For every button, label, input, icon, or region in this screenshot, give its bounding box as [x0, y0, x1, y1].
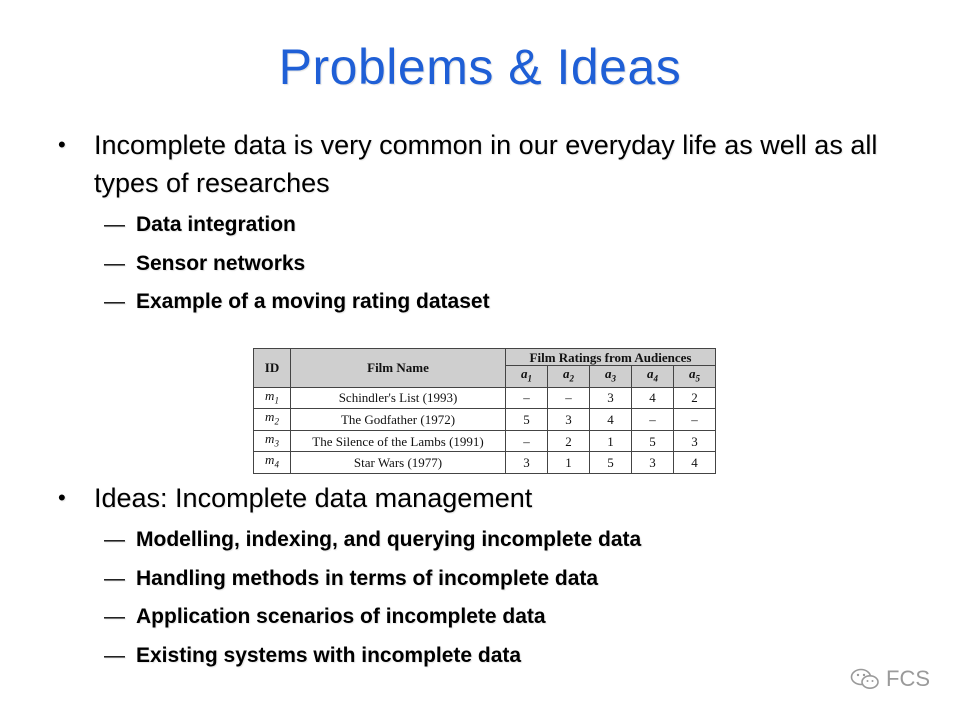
cell-rating: 2 [674, 387, 716, 409]
bullet-glyph: • [58, 485, 66, 510]
cell-id: $m_4$ [254, 452, 291, 474]
table-body [254, 387, 716, 473]
sub-item-text: Example of a moving rating dataset [136, 290, 490, 313]
cell-rating: 1 [590, 430, 632, 452]
cell-rating: 5 [632, 430, 674, 452]
column-header-audience: $a_2$ [548, 366, 590, 388]
cell-rating: 4 [632, 387, 674, 409]
table-row [254, 452, 716, 474]
cell-rating: 3 [506, 452, 548, 474]
sub-item [104, 206, 918, 245]
table-row [254, 430, 716, 452]
cell-rating: 5 [590, 452, 632, 474]
cell-rating: – [674, 409, 716, 431]
cell-rating: – [506, 430, 548, 452]
sub-item-text: Sensor networks [136, 251, 306, 275]
dash-glyph: — [104, 566, 125, 590]
cell-film-name: The Silence of the Lambs (1991) [291, 430, 506, 452]
column-header-id: ID [254, 349, 291, 388]
sub-item-text: Application scenarios of incomplete data [136, 605, 546, 628]
dash-glyph: — [104, 213, 125, 236]
sub-item-text: Data integration [136, 213, 296, 236]
cell-rating: 3 [674, 430, 716, 452]
bullet-glyph: • [58, 132, 66, 157]
sub-list [104, 521, 918, 675]
bullet-item [58, 479, 918, 517]
sub-item [104, 521, 918, 560]
dash-glyph: — [104, 643, 125, 667]
bullet-text: Ideas: Incomplete data management [94, 483, 533, 513]
cell-id: $m_2$ [254, 409, 291, 431]
rating-table [253, 348, 716, 474]
cell-rating: – [506, 387, 548, 409]
sub-item-text: Modelling, indexing, and querying incomplete data [136, 528, 642, 551]
cell-rating: 3 [548, 409, 590, 431]
sub-item [104, 598, 918, 637]
table-row [254, 409, 716, 431]
dash-glyph: — [104, 605, 125, 628]
cell-rating: – [548, 387, 590, 409]
column-header-ratings: Film Ratings from Audiences [506, 349, 716, 366]
bullet-block-ideas [58, 479, 918, 675]
cell-rating: 3 [632, 452, 674, 474]
sub-item-text: Existing systems with incomplete data [136, 643, 522, 667]
sub-item-text: Handling methods in terms of incomplete data [136, 566, 599, 590]
dash-glyph: — [104, 290, 125, 313]
column-header-audience: $a_5$ [674, 366, 716, 388]
dash-glyph: — [104, 251, 125, 275]
table-header-row [254, 349, 716, 366]
column-header-audience: $a_4$ [632, 366, 674, 388]
sub-item [104, 283, 918, 322]
cell-film-name: The Godfather (1972) [291, 409, 506, 431]
cell-rating: 5 [506, 409, 548, 431]
cell-rating: 2 [548, 430, 590, 452]
column-header-film-name: Film Name [291, 349, 506, 388]
slide-title: Problems & Ideas [278, 39, 682, 95]
bullet-block-problems [58, 126, 918, 322]
cell-id: $m_3$ [254, 430, 291, 452]
cell-rating: 1 [548, 452, 590, 474]
rating-table-container [253, 348, 716, 474]
watermark-text: FCS [886, 666, 930, 691]
table-row [254, 387, 716, 409]
cell-id: $m_1$ [254, 387, 291, 409]
wechat-icon [850, 667, 880, 691]
column-header-audience: $a_1$ [506, 366, 548, 388]
cell-film-name: Schindler's List (1993) [291, 387, 506, 409]
column-header-audience: $a_3$ [590, 366, 632, 388]
bullet-text: Incomplete data is very common in our everyday life as well as all types of researches [94, 130, 878, 198]
dash-glyph: — [104, 528, 125, 551]
cell-film-name: Star Wars (1977) [291, 452, 506, 474]
sub-item [104, 560, 918, 599]
cell-rating: 4 [590, 409, 632, 431]
cell-rating: 3 [590, 387, 632, 409]
watermark [850, 666, 930, 692]
cell-rating: – [632, 409, 674, 431]
cell-rating: 4 [674, 452, 716, 474]
sub-list [104, 206, 918, 322]
bullet-item [58, 126, 918, 202]
sub-item [104, 637, 918, 676]
sub-item [104, 245, 918, 284]
